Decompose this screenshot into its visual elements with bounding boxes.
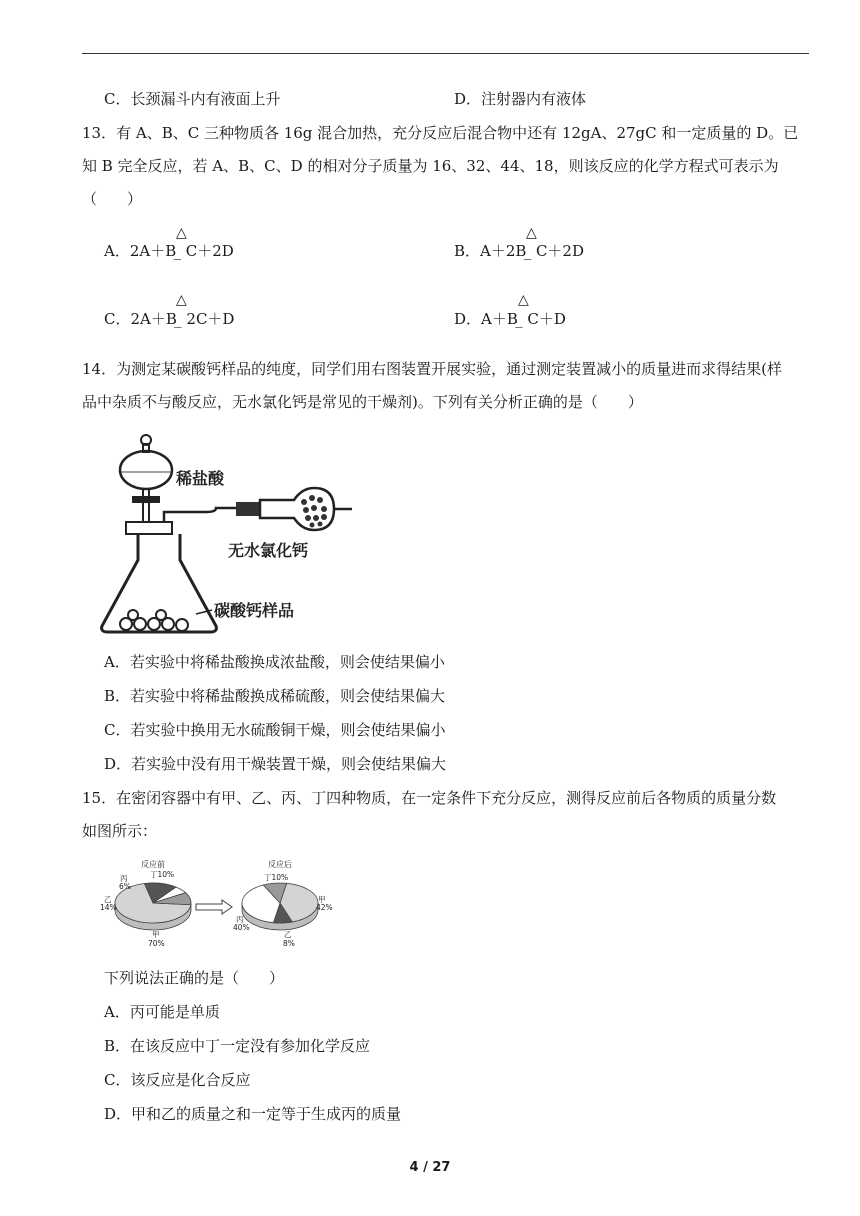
label-acid: 稀盐酸 [176,469,225,488]
q13-option-a: A．2A＋B ̲ C＋2D [104,242,234,260]
q13-a-heat-symbol: △ [176,225,187,241]
q14-option-a: A．若实验中将稀盐酸换成浓盐酸，则会使结果偏小 [104,653,445,671]
after-jia-pct: 42% [316,903,333,912]
funnel-stopcock [132,496,160,503]
q13-option-d: D．A＋B ̲ C＋D [454,310,566,328]
q14-text-line2: 品中杂质不与酸反应，无水氯化钙是常见的干燥剂)。下列有关分析正确的是（ ） [82,393,643,411]
after-yi-label: 乙 [284,930,292,939]
q13-option-b: B．A＋2B ̲ C＋2D [454,242,585,260]
q14-option-b: B．若实验中将稀盐酸换成稀硫酸，则会使结果偏大 [104,687,446,705]
before-title: 反应前 [141,860,165,869]
q14-option-d: D．若实验中没有用干燥装置干燥，则会使结果偏大 [104,755,447,773]
before-yi-label: 乙 [104,895,112,904]
pie-after [242,883,318,930]
q15-option-c: C．该反应是化合反应 [104,1071,251,1089]
before-jia-label: 甲 [152,930,160,939]
q15-option-a: A．丙可能是单质 [104,1003,220,1021]
after-yi-pct: 8% [283,939,295,948]
q13-text-line3: （ ） [82,190,143,208]
after-jia-label: 甲 [318,895,326,904]
q15-text-line2: 如图所示： [82,822,158,840]
q13-text-line1: 13．有 A、B、C 三种物质各 16g 混合加热，充分反应后混合物中还有 12gA、27gC 和一定质量的 D。已 [82,124,799,142]
q15-option-b: B．在该反应中丁一定没有参加化学反应 [104,1037,371,1055]
q12-option-c: C．长颈漏斗内有液面上升 [104,90,281,108]
before-ding-label: 丁10% [150,870,175,879]
q12-option-d: D．注射器内有液体 [454,90,587,108]
after-title: 反应后 [268,860,292,869]
after-ding-label: 丁10% [264,873,289,882]
q14-apparatus-figure [96,430,366,640]
before-bing-pct: 6% [119,882,131,891]
page-number: 4 / 27 [409,1160,451,1175]
q13-c-heat-symbol: △ [176,292,187,308]
q15-prompt: 下列说法正确的是（ ） [104,969,285,987]
after-bing-pct: 40% [233,923,250,932]
q13-text-line2: 知 B 完全反应，若 A、B、C、D 的相对分子质量为 16、32、44、18，则该反应的化学方程式可表示为 [82,157,779,175]
q13-option-c: C．2A＋B ̲ 2C＋D [104,310,235,328]
before-jia-pct: 70% [148,939,165,948]
q14-option-c: C．若实验中换用无水硫酸铜干燥，则会使结果偏小 [104,721,446,739]
before-yi-pct: 14% [100,903,117,912]
q15-pie-figure [98,855,338,955]
rubber-connector [236,502,260,516]
q14-text-line1: 14．为测定某碳酸钙样品的纯度，同学们用右图装置开展实验，通过测定装置减小的质量进而求得结果(样 [82,360,782,378]
after-bing-label: 丙 [236,915,244,924]
q13-b-heat-symbol: △ [526,225,537,241]
q15-option-d: D．甲和乙的质量之和一定等于生成丙的质量 [104,1105,402,1123]
before-bing-label: 丙 [120,874,128,883]
label-drying-agent: 无水氯化钙 [228,541,309,560]
header-rule [82,53,809,54]
label-sample: 碳酸钙样品 [214,601,295,620]
q13-d-heat-symbol: △ [518,292,529,308]
q15-text-line1: 15．在密闭容器中有甲、乙、丙、丁四种物质，在一定条件下充分反应，测得反应前后各物质的质量分数 [82,789,777,807]
